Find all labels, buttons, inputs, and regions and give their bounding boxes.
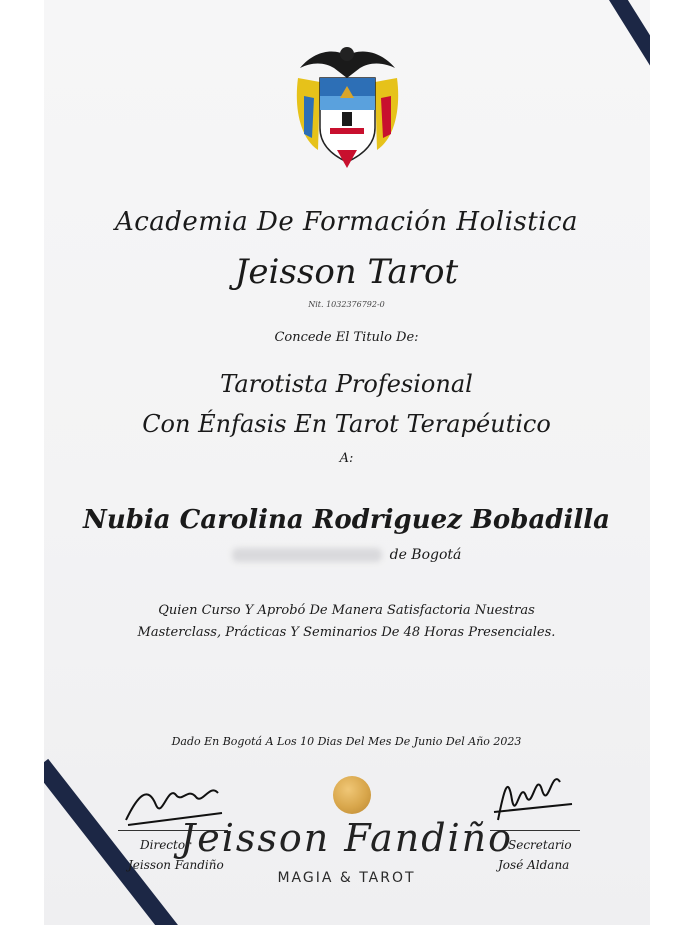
gold-seal-icon xyxy=(333,776,371,814)
title-line-1: Tarotista Profesional xyxy=(220,370,473,398)
secretary-name: José Aldana xyxy=(498,858,570,872)
concede-label: Concede El Titulo De: xyxy=(274,330,419,345)
colombia-coat-of-arms-icon xyxy=(290,38,405,168)
title-line-2: Con Énfasis En Tarot Terapéutico xyxy=(142,410,551,438)
description-line-1: Quien Curso Y Aprobó De Manera Satisfactoria Nuestras xyxy=(158,603,535,618)
logo-subtitle: MAGIA & TAROT xyxy=(277,870,416,886)
secretary-role: Secretario xyxy=(508,838,572,852)
recipient-city: de Bogotá xyxy=(389,547,462,563)
director-name: Jeisson Fandiño xyxy=(128,858,224,872)
nit-number: Nit. 1032376792-0 xyxy=(308,300,385,309)
ribbon-top-right xyxy=(584,0,650,147)
date-line: Dado En Bogotá A Los 10 Dias Del Mes De Junio Del Año 2023 xyxy=(171,735,522,748)
description-line-2: Masterclass, Prácticas Y Seminarios De 48 Horas Presenciales. xyxy=(137,625,556,640)
to-label: A: xyxy=(339,451,354,466)
director-role: Director xyxy=(140,838,191,852)
academy-name: Academia De Formación Holistica xyxy=(114,207,579,237)
brand-name: Jeisson Tarot xyxy=(234,252,459,292)
redacted-id xyxy=(232,548,382,562)
recipient-id-line xyxy=(0,547,693,563)
logo-name: Jeisson Fandiño xyxy=(179,816,514,860)
recipient-name: Nubia Carolina Rodriguez Bobadilla xyxy=(83,505,610,535)
